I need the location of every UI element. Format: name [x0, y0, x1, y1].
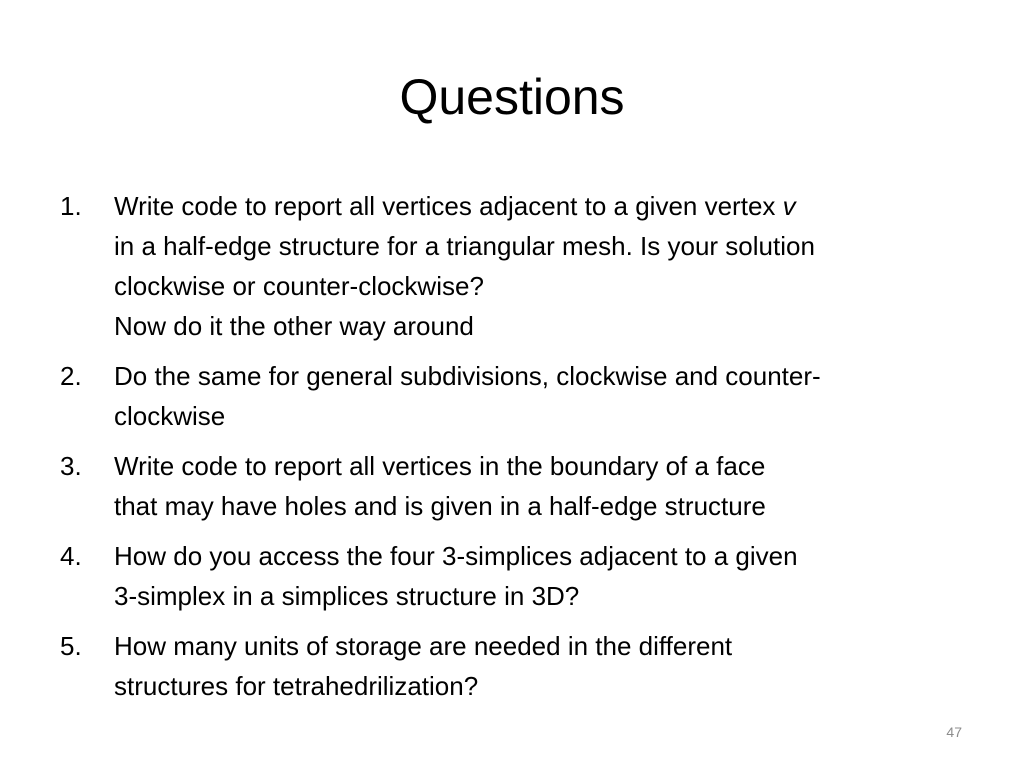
question-line: clockwise [114, 401, 226, 431]
question-line: How do you access the four 3-simplices adjacent to a given [114, 541, 798, 571]
question-list [60, 186, 970, 716]
question-item [60, 536, 970, 616]
question-number: 3. [60, 451, 82, 481]
slide-number: 47 [946, 724, 962, 740]
question-item [60, 186, 970, 346]
question-number: 4. [60, 541, 82, 571]
question-line: clockwise or counter-clockwise? [114, 271, 484, 301]
question-line: that may have holes and is given in a half-edge structure [114, 491, 766, 521]
question-item [60, 356, 970, 436]
question-text: Write code to report all vertices adjacent to a given vertex [114, 191, 783, 221]
vertex-variable: v [782, 191, 796, 221]
question-line: Now do it the other way around [114, 311, 474, 341]
question-line [114, 186, 970, 226]
question-line: Write code to report all vertices in the boundary of a face [114, 451, 766, 481]
question-line: structures for tetrahedrilization? [114, 671, 479, 701]
question-line: How many units of storage are needed in the different [114, 631, 733, 661]
slide-title: Questions [399, 69, 625, 125]
question-item [60, 626, 970, 706]
question-line: in a half-edge structure for a triangular mesh. Is your solution [114, 231, 815, 261]
question-line: 3-simplex in a simplices structure in 3D? [114, 581, 580, 611]
question-item [60, 446, 970, 526]
question-line: Do the same for general subdivisions, clockwise and counter- [114, 361, 821, 391]
question-number: 1. [60, 191, 82, 221]
question-number: 5. [60, 631, 82, 661]
question-number: 2. [60, 361, 82, 391]
